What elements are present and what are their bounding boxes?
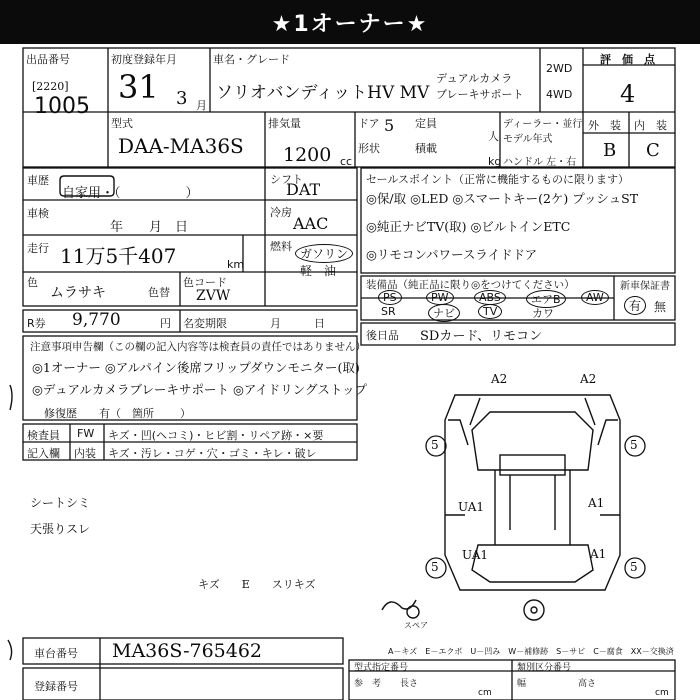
interior-note-3: キズ E スリキズ: [198, 578, 316, 591]
mileage-label: 走行: [27, 242, 49, 255]
equip-tv: TV: [478, 304, 502, 319]
handle-label: ハンドル 左・右: [503, 157, 577, 168]
capacity-label: 定員: [415, 117, 437, 130]
displacement-label: 排気量: [268, 117, 301, 130]
mark-wheel-rr: 5: [630, 560, 638, 574]
aftermarket-label: 後日品: [366, 329, 399, 342]
exterior-grade: B: [603, 140, 617, 161]
reference-label: 参 考: [354, 679, 382, 689]
color-code-label: 色コード: [183, 276, 227, 289]
mark-left-rear: UA1: [462, 548, 489, 562]
lot-number-label: 出品番号: [26, 53, 70, 66]
car-name: ソリオバンディットHV MV: [216, 83, 430, 103]
height-label: 高さ: [578, 679, 597, 689]
kg-unit: kg: [488, 155, 502, 168]
drive-2wd: 2WD: [546, 62, 573, 75]
mark-wheel-fr: 5: [630, 438, 638, 452]
inspection-label: 車検: [27, 207, 49, 220]
first-registration-year: 31: [118, 68, 159, 106]
type-designation-label: 型式指定番号: [354, 663, 409, 673]
recycle-value: 9,770: [72, 310, 121, 330]
exterior-label: 外 装: [588, 119, 621, 132]
mark-front-right: A2: [580, 372, 597, 386]
banner-title: ★1オーナー★: [271, 11, 429, 37]
equip-leather: カワ: [532, 307, 554, 320]
drive-4wd: 4WD: [546, 88, 573, 101]
cc-unit: cc: [340, 155, 353, 168]
lot-sub-number: [2220]: [32, 80, 69, 93]
dealer-label: ディーラー・並行: [503, 119, 583, 130]
category-number-label: 類別区分番号: [517, 663, 572, 673]
fuel-gasoline-circled: ガソリン: [295, 244, 353, 263]
fuel-label: 燃料: [270, 240, 292, 253]
equip-ps: PS: [378, 290, 402, 305]
doors-label: ドア: [358, 117, 380, 130]
inspector-row-1-items: キズ・凹(ヘコミ)・ヒビ割・リペア跡・×要: [108, 429, 324, 442]
recycle-label: R券: [27, 317, 46, 330]
mark-right-rear: A1: [590, 547, 607, 561]
warranty-yes-circled: 有: [624, 296, 646, 315]
grade-note-1: デュアルカメラ: [436, 72, 513, 85]
interior-note-1: シートシミ: [30, 496, 91, 510]
inspector-fw: FW: [77, 427, 95, 440]
interior-note-2: 天張りスレ: [30, 522, 91, 536]
displacement-value: 1200: [283, 144, 332, 166]
first-registration-month: 3: [176, 88, 188, 109]
fuel-diesel: 軽 油: [300, 264, 337, 278]
equipment-title: 装備品（純正品に限り◎をつけてください）: [366, 279, 575, 291]
ac-label: 冷房: [270, 206, 292, 219]
equip-airbag: エアB: [526, 290, 566, 308]
grade-note-2: ブレーキサポート: [436, 88, 524, 101]
km-unit: km: [227, 258, 245, 271]
use-value: 自家用・（ ）: [62, 186, 199, 201]
model-code: DAA-MA36S: [118, 134, 244, 158]
notes-line-1: ◎1オーナー ◎アルパイン後席フリップダウンモニター(取): [32, 360, 360, 375]
registration-number-label: 登録番号: [34, 680, 78, 693]
length-label: 長さ: [400, 679, 419, 689]
sales-line-1: ◎保/取 ◎LED ◎スマートキー(2ケ) プッシュST: [366, 191, 639, 206]
entry-label: 記入欄: [27, 447, 60, 460]
inspector-label: 検査員: [27, 429, 60, 442]
sales-line-3: ◎リモコンパワースライドドア: [366, 247, 538, 262]
shift-value: DAT: [286, 180, 321, 199]
equip-navi: ナビ: [428, 304, 460, 322]
entry-interior: 内装: [74, 447, 96, 460]
mark-left-door-front: UA1: [458, 500, 485, 514]
cm-unit-2: cm: [655, 688, 669, 698]
mileage-value: 11万5千407: [60, 244, 177, 268]
inspector-row-2-items: キズ・汚レ・コゲ・穴・ゴミ・キレ・破レ: [108, 447, 317, 460]
car-name-label: 車名・グレード: [213, 53, 290, 66]
sales-line-2: ◎純正ナビTV(取) ◎ビルトインETC: [366, 219, 571, 234]
score-label: 評 価 点: [600, 53, 655, 66]
model-year-label: モデル年式: [503, 134, 553, 145]
ac-value: AAC: [293, 214, 329, 233]
aftermarket-items: SDカード、リモコン: [420, 329, 543, 344]
cm-unit-1: cm: [478, 688, 492, 698]
damage-legend: A－キズ E－エクボ U－凹み W－補修跡 S－サビ C－腐食 XX－交換済: [388, 647, 674, 656]
repair-history-close: ）: [180, 407, 191, 420]
name-change-label: 名変期限: [183, 317, 227, 330]
sales-title: セールスポイント（正常に機能するものに限ります）: [366, 173, 630, 186]
interior-label: 内 装: [634, 119, 667, 132]
name-change-value: 月 日: [270, 317, 325, 330]
color-label: 色: [27, 276, 38, 289]
first-registration-label: 初度登録年月: [111, 53, 177, 66]
color-code-value: ZVW: [196, 288, 231, 304]
mark-right-door-front: A1: [588, 496, 605, 510]
inspection-value: 年 月 日: [110, 220, 189, 235]
equip-aw: AW: [581, 290, 609, 305]
notes-line-2: ◎デュアルカメラブレーキサポート ◎アイドリングストップ: [32, 382, 368, 397]
person-unit: 人: [488, 130, 499, 143]
chassis-number-label: 車台番号: [34, 647, 78, 660]
doors-value: 5: [384, 116, 395, 135]
lot-number: 1005: [34, 94, 90, 119]
notes-title: 注意事項申告欄（この欄の記入内容等は検査員の責任ではありません）: [30, 341, 366, 353]
equip-abs: ABS: [474, 290, 506, 305]
color-value: ムラサキ: [50, 285, 106, 301]
equip-sr: SR: [381, 305, 396, 318]
yen-unit: 円: [160, 317, 171, 330]
warranty-no: 無: [654, 300, 667, 314]
shape-label: 形状: [358, 142, 380, 155]
interior-grade: C: [646, 140, 660, 161]
color-change-label: 色替: [148, 286, 170, 299]
mark-wheel-fl: 5: [431, 438, 439, 452]
shift-label: シフト: [270, 173, 303, 186]
width-label: 幅: [517, 679, 527, 689]
mark-front-left: A2: [491, 372, 508, 386]
chassis-number: MA36S-765462: [112, 640, 263, 662]
month-unit: 月: [196, 99, 207, 112]
overall-score: 4: [620, 80, 636, 108]
model-label: 型式: [111, 117, 133, 130]
repair-history-label: 修復歴 有（ 箇所: [44, 407, 154, 420]
load-label: 積載: [415, 142, 437, 155]
spare-label: スペア: [404, 621, 428, 630]
mark-wheel-rl: 5: [431, 560, 439, 574]
equip-pw: PW: [426, 290, 454, 305]
warranty-label: 新車保証書: [620, 281, 670, 292]
use-label: 車歴: [27, 174, 49, 187]
